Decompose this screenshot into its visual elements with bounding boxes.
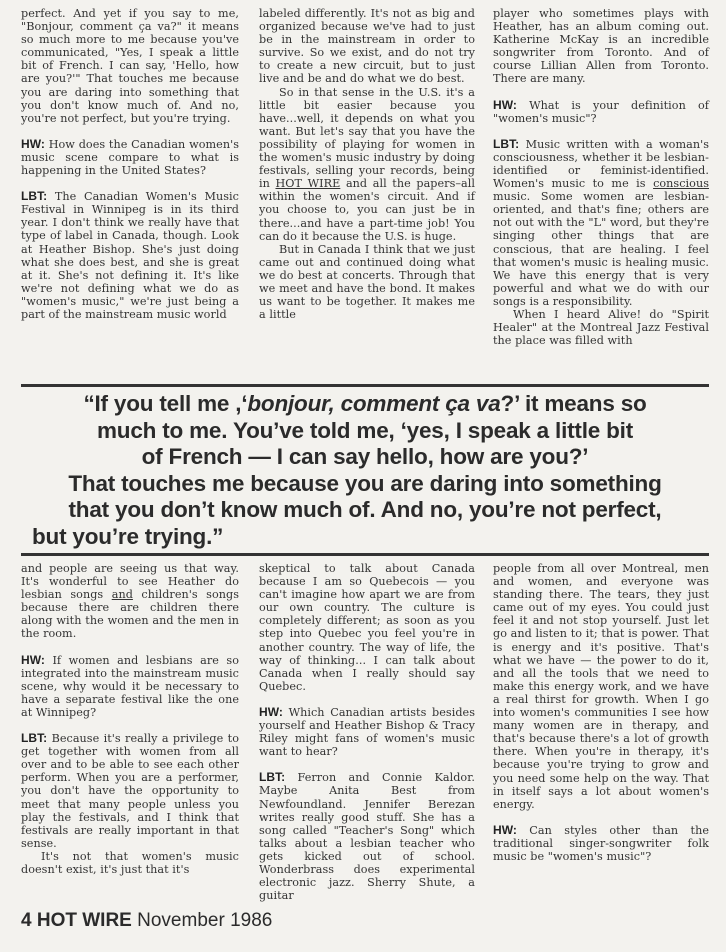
page-number: 4: [21, 910, 32, 931]
interviewer-question: HW: Which Canadian artists besides yourself and Heather Bishop & Tracy Riley might fans of women's music want to hear?: [259, 704, 475, 759]
emphasized-word: conscious: [653, 177, 709, 191]
paragraph: labeled differently. It's not as big and organized because we've had to just be in the mainstream in order to survive. So we exist, and do not try to create a new circuit, but to just live and be and do what we do best.: [259, 7, 475, 86]
interviewer-question: HW: Can styles other than the traditional singer-songwriter folk music be "women's music"?: [493, 822, 709, 863]
paragraph: When I heard Alive! do "Spirit Healer" at the Montreal Jazz Festival the place was filled with: [493, 307, 709, 348]
article-column-top-3: [493, 7, 709, 347]
speaker-label: HW:: [259, 704, 283, 719]
paragraph: perfect. And yet if you say to me, "Bonjour, comment ça va?" it means so much more to me because you've communicated, "Yes, I speak a little bit of French. I can say, 'Hello, how are you?'" That touches me because you are daring into something that you don't know much of. And no, you're not perfect, but you're trying.: [21, 7, 239, 125]
article-column-bottom-2: [259, 562, 475, 902]
pull-quote-top-rule: [21, 384, 709, 387]
paragraph: It's not that women's music doesn't exist, it's just that it's: [21, 849, 239, 876]
pull-quote-line: that you don’t know much of. And no, you’re not perfect,: [68, 497, 662, 522]
publication-name: HOT WIRE: [275, 177, 341, 191]
paragraph: and people are seeing us that way. It's wonderful to see Heather do lesbian songs and children's songs because there are children there along with the women and the men in the room.: [21, 562, 239, 641]
interviewee-answer: LBT: The Canadian Women's Music Festival in Winnipeg is in its third year. I don't think we really have that type of label in Canada, though. Look at Heather Bishop. She's just doing what she does best, and she is great at it. She's not defining it. It's like we're not defining what we do as "women's music," we're just being a part of the mainstream music world: [21, 189, 239, 321]
speaker-label: LBT:: [21, 731, 48, 746]
article-column-top-2: [259, 7, 475, 321]
page-footer: [21, 910, 272, 932]
article-column-top-1: [21, 7, 239, 321]
speaker-label: HW:: [493, 97, 517, 112]
pull-quote-line: much to me. You’ve told me, ‘yes, I speak a little bit: [96, 417, 634, 443]
paragraph: skeptical to talk about Canada because I am so Quebecois — you can't imagine how apart we are from our own country. The culture is completely different; as soon as you step into Quebec you feel you're in another country. The way of life, the way of thinking... I can talk about Canada when I really should say Quebec.: [259, 562, 475, 693]
interviewer-question: HW: What is your definition of "women's music"?: [493, 97, 709, 125]
speaker-label: LBT:: [493, 136, 520, 151]
interviewee-answer: LBT: Ferron and Connie Kaldor. Maybe Anita Best from Newfoundland. Jennifer Berezan writes really good stuff. She has a song called "Teacher's Song" which talks about a lesbian teacher who gets kicked out of school. Wonderbrass does experimental electronic jazz. Sherry Shute, a guitar: [259, 770, 475, 903]
interviewer-question: HW: If women and lesbians are so integrated into the mainstream music scene, why would it be necessary to have a separate festival like the one at Winnipeg?: [21, 652, 239, 719]
speaker-label: HW:: [21, 136, 45, 151]
article-column-bottom-1: [21, 562, 239, 876]
pull-quote-bottom-rule: [21, 553, 709, 556]
emphasized-word: and: [111, 588, 133, 602]
paragraph: But in Canada I think that we just came out and continued doing what we do best at concerts. Through that we meet and have the bond. It makes us want to be together. It makes me a little: [259, 242, 475, 322]
pull-quote-line: That touches me because you are daring into something: [68, 470, 662, 496]
pull-quote: [21, 391, 709, 550]
pull-quote-line: of French — I can say hello, how are you?’: [141, 444, 589, 469]
interviewer-question: HW: How does the Canadian women's music scene compare to what is happening in the United States?: [21, 136, 239, 178]
speaker-label: HW:: [493, 822, 517, 837]
pull-quote-line: “If you tell me ,‘bonjour, comment ça va?’ it means so: [83, 391, 647, 416]
speaker-label: LBT:: [259, 770, 286, 785]
speaker-label: LBT:: [21, 189, 48, 204]
issue-date: November 1986: [137, 910, 273, 931]
paragraph: people from all over Montreal, men and women, and everyone was standing there. The tears, they just came out of my eyes. You could just feel it and not stop yourself. Just let go and listen to it; that is power. That is energy and it's positive. That's what we have — the power to do it, and all the tools that we need to make this energy work, and we have a real thirst for growth. When I go into women's communities I see how many women are in therapy, and that's because there's a lot of growth there. When you're in therapy, it's because you're trying to grow and you need some help on the way. That in itself says a lot about women's energy.: [493, 562, 709, 811]
publication-title: HOT WIRE: [36, 910, 132, 931]
article-column-bottom-3: [493, 562, 709, 863]
speaker-label: HW:: [21, 652, 45, 667]
interviewee-answer: LBT: Music written with a woman's consciousness, whether it be lesbian-identified or feminist-identified. Women's music to me is conscious music. Some women are lesbian-oriented, and that's fine; others are not out with the "L" word, but they're singing other things that are conscious, that are healing. I feel that women's music is healing music. We have this energy that is very powerful and what we do with our songs is a responsibility.: [493, 136, 710, 308]
paragraph: So in that sense in the U.S. it's a little bit easier because you have...well, it depends on what you want. But let's say that you have the possibility of playing for women in the women's music industry by doing festivals, selling your records, being in HOT WIRE and all the papers–all within the women's circuit. And if you choose to, you can just be in there...and have a part-time job! You can do it because the U.S. is huge.: [259, 85, 475, 243]
paragraph: player who sometimes plays with Heather, has an album coming out. Katherine McKay is an incredible songwriter from Toronto. And of course Lillian Allen from Toronto. There are many.: [493, 7, 709, 86]
interviewee-answer: LBT: Because it's really a privilege to get together with women from all over and to be able to see each other perform. When you are a performer, you don't have the opportunity to meet that many people unless you play the festivals, and I think that festivals are really important in that sense.: [21, 731, 239, 850]
pull-quote-line: but you’re trying.”: [32, 523, 224, 549]
